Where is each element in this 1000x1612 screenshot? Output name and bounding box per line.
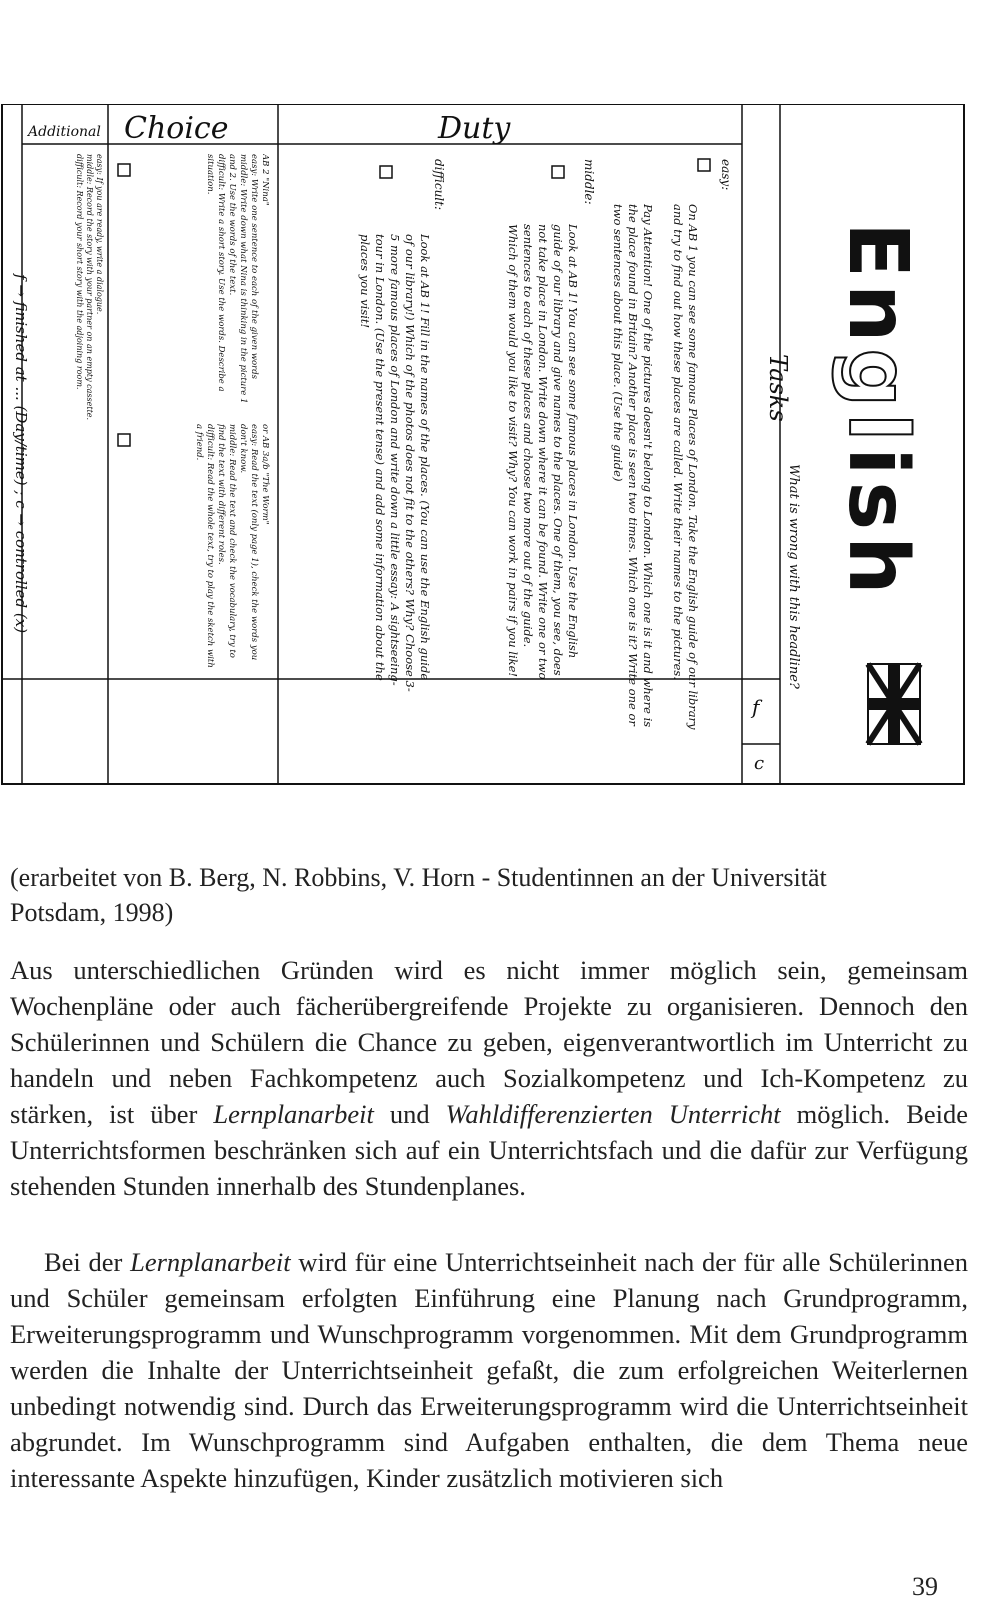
choice-easy: easy: Write one sentence to each of the given words [249,154,259,380]
additional-middle: middle: Record the story with your partner on an empty cassette. [85,154,94,421]
header-additional: Additional [28,124,101,140]
svg-text:difficult: [432,159,446,210]
caption-line-2: Potsdam, 1998) [10,898,174,927]
svg-text:English: English [830,222,925,601]
union-jack-icon [868,664,920,744]
middle-task-text: Look at AB 1! You can see some famous places in London. Use the English guide of our library and give names to the places. One of them, you see, does not take place in London. Write down where it can be found. Write one or two sentences to each of these places and choose two more out of the guide. Which of them would you like to visit? Why? You can work in pairs if you like! [506,224,580,680]
column-tasks: Tasks [764,354,792,422]
worksheet-subtitle: What is wrong with this headline? [786,464,801,689]
svg-text:middle: [582,159,596,205]
worksheet-scan [0,104,992,804]
page-number: 39 [912,1572,938,1601]
additional-easy: easy: If you are ready, write a dialogue. [95,154,104,315]
difficult-label: difficult: [432,159,446,211]
header-duty: Duty [438,111,511,146]
choice-or: or AB 3a/b "The Worm" [260,424,270,525]
choice-difficult2: difficult: Read the whole text, try to play the sketch with a friend. [194,424,215,668]
emphasis-wahldifferenziert: Wahldifferenzierten Unterricht [445,1099,781,1129]
paragraph-2: Bei der Lernplanarbeit wird für eine Unterrichtseinheit nach der für alle Schülerinnen und Schüler gemeinsam erfolgten Einführung eine Planung nach Grundprogramm, Erweiterungsprogramm und Wunschprogramm vorgenommen. Mit dem Grundprogramm werden die Inhalte der Unterrichtseinheit gefaßt, die zum erfolgreichen Weiterlernen unbedingt notwendig sind. Durch das Erweiterungsprogramm wird die Unterrichtseinheit abgrundet. Im Wunschprogramm sind Aufgaben enthalten, die dem Thema neue interessante Aspekte hinzufügen, Kinder zusätzlich motivieren sich [10,1247,968,1493]
english-title [830,222,925,601]
emphasis-lernplanarbeit-2: Lernplanarbeit [130,1247,291,1277]
choice-middle: middle: Write down what Nina is thinking in the picture 1 and 2. Use the words of the text. [227,154,248,404]
choice-middle2: middle: Read the text and check the vocabulary, try to find the text with different roles. [216,424,237,658]
additional-difficult: difficult: Record your short story with the adjoining room. [75,154,84,390]
choice-difficult: difficult: Write a short story. Use the words. Describe a situation. [205,154,226,392]
easy-task-text: On AB 1 you can see some famous Places of London. Take the English guide of our library and try to find out how these places are called. Write their names to the pictures. [671,204,700,730]
easy-label: easy: [719,159,733,191]
svg-text:easy: [719,159,733,190]
figure-caption [10,860,970,930]
column-f: f [752,695,760,719]
emphasis-lernplanarbeit: Lernplanarbeit [213,1099,374,1129]
column-c: c [754,753,765,774]
worksheet-figure [0,104,992,804]
easy-attention-text: Pay Attention! One of the pictures doesn't belong to London. Which one is it and where is the place found in Britain? Another place is seen two times. Which one is it? Write one or two sentences about this place. (Use the guide) [611,204,655,728]
choice-easy2: easy: Read the text (only page 1), check the words you don't know. [238,424,259,661]
header-choice: Choice [124,111,229,146]
caption-line-1: (erarbeitet von B. Berg, N. Robbins, V. Horn - Studentinnen an der Universität [10,863,827,892]
choice-ab2: AB 2 "Nina" [260,154,270,206]
worksheet-footer: f → finished at ... (Day/time) ; c → controlled (x) [12,274,30,634]
difficult-task-text: Look at AB 1! Fill in the names of the places. (You can use the English guide of our library!) Which of the photos does not fit to the others? Why? Choose 3-5 more famous places of London and write down a little essay: A sightseeing-tour in London. (Use the present tense) and add some information about the places you visit! [358,234,432,692]
middle-label: middle: [582,159,596,205]
paragraph-1: Aus unterschiedlichen Gründen wird es nicht immer möglich sein, gemeinsam Wochenpläne oder auch fächerübergreifende Projekte zu organisieren. Dennoch den Schülerinnen und Schülern die Chance zu geben, eigenverantwortlich im Unterricht zu handeln und neben Fachkompetenz auch Sozialkompetenz und Ich-Kompetenz zu stärken, ist über Lernplanarbeit und Wahldifferenzierten Unterricht möglich. Beide Unterrichtsformen beschränken sich auf ein Unterrichtsfach und die dafür zur Verfügung stehenden Stunden innerhalb des Stundenplanes. [10,955,969,1201]
